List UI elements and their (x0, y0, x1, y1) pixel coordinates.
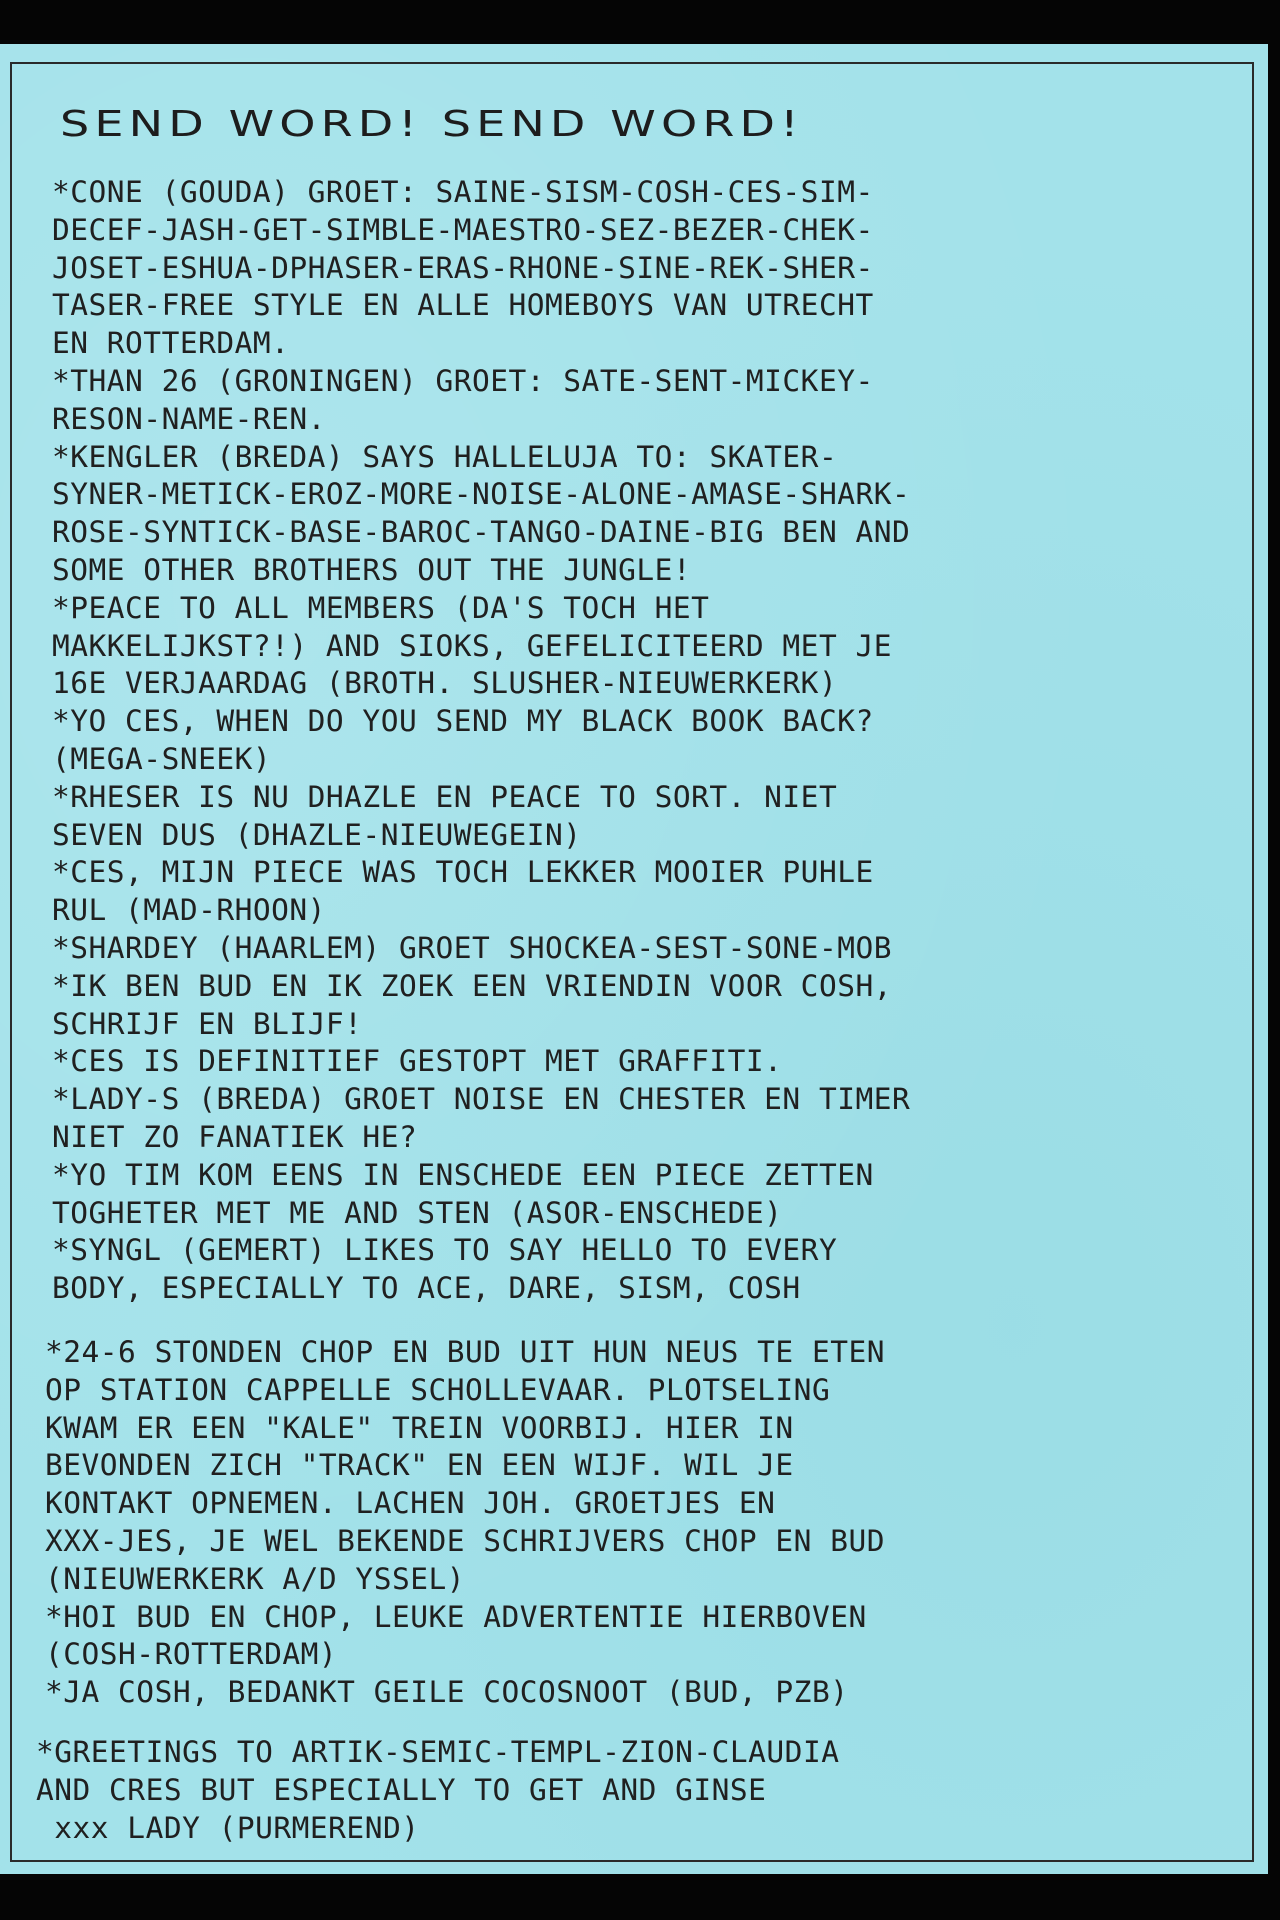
page-title: SEND WORD! SEND WORD! (60, 104, 804, 145)
text-line: *JA COSH, BEDANKT GEILE COCOSNOOT (BUD, PZB) (45, 1675, 849, 1710)
text-line: RUL (MAD-RHOON) (52, 893, 326, 928)
text-line: *PEACE TO ALL MEMBERS (DA'S TOCH HET (52, 590, 710, 625)
text-line: *CES IS DEFINITIEF GESTOPT MET GRAFFITI. (52, 1044, 783, 1079)
text-line: SYNER-METICK-EROZ-MORE-NOISE-ALONE-AMASE-SHARK- (52, 477, 911, 512)
text-line: (NIEUWERKERK A/D YSSEL) (45, 1561, 465, 1596)
text-line: OP STATION CAPPELLE SCHOLLEVAAR. PLOTSELING (45, 1372, 831, 1407)
zine-page (0, 44, 1268, 1874)
text-line: AND CRES BUT ESPECIALLY TO GET AND GINSE (36, 1772, 767, 1807)
text-line: MAKKELIJKST?!) AND SIOKS, GEFELICITEERD MET JE (52, 628, 892, 663)
text-line: SEVEN DUS (DHAZLE-NIEUWEGEIN) (52, 817, 582, 852)
text-line: BEVONDEN ZICH "TRACK" EN EEN WIJF. WIL JE (45, 1448, 794, 1483)
text-line: KWAM ER EEN "KALE" TREIN VOORBIJ. HIER IN (45, 1410, 794, 1445)
greetings-block-3 (36, 1734, 839, 1847)
text-line: SOME OTHER BROTHERS OUT THE JUNGLE! (52, 552, 692, 587)
text-line: NIET ZO FANATIEK HE? (52, 1119, 418, 1154)
text-line: *24-6 STONDEN CHOP EN BUD UIT HUN NEUS TE ETEN (45, 1335, 885, 1369)
text-line: *THAN 26 (GRONINGEN) GROET: SATE-SENT-MICKEY- (52, 363, 874, 398)
greetings-block-2 (45, 1334, 885, 1712)
text-line: DECEF-JASH-GET-SIMBLE-MAESTRO-SEZ-BEZER-CHEK- (52, 212, 874, 247)
greetings-block-1 (52, 174, 910, 1308)
text-line: 16E VERJAARDAG (BROTH. SLUSHER-NIEUWERKERK) (52, 666, 838, 701)
text-line: *KENGLER (BREDA) SAYS HALLELUJA TO: SKATER- (52, 439, 838, 474)
text-line: *GREETINGS TO ARTIK-SEMIC-TEMPL-ZION-CLAUDIA (36, 1735, 840, 1769)
text-line: TASER-FREE STYLE EN ALLE HOMEBOYS VAN UTRECHT (52, 288, 874, 323)
text-line: XXX-JES, JE WEL BEKENDE SCHRIJVERS CHOP EN BUD (45, 1523, 885, 1558)
text-line: JOSET-ESHUA-DPHASER-ERAS-RHONE-SINE-REK-SHER- (52, 250, 874, 285)
text-line: *HOI BUD EN CHOP, LEUKE ADVERTENTIE HIERBOVEN (45, 1599, 867, 1634)
text-line: *CONE (GOUDA) GROET: SAINE-SISM-COSH-CES-SIM- (52, 175, 874, 209)
text-line: *YO TIM KOM EENS IN ENSCHEDE EEN PIECE ZETTEN (52, 1157, 874, 1192)
text-line: SCHRIJF EN BLIJF! (52, 1006, 363, 1041)
text-line: xxx LADY (PURMEREND) (36, 1810, 420, 1845)
text-line: TOGHETER MET ME AND STEN (ASOR-ENSCHEDE) (52, 1195, 783, 1230)
text-line: *CES, MIJN PIECE WAS TOCH LEKKER MOOIER PUHLE (52, 855, 874, 890)
text-line: RESON-NAME-REN. (52, 401, 326, 436)
text-line: EN ROTTERDAM. (52, 326, 290, 361)
text-line: *SYNGL (GEMERT) LIKES TO SAY HELLO TO EVERY (52, 1233, 838, 1268)
text-line: *SHARDEY (HAARLEM) GROET SHOCKEA-SEST-SONE-MOB (52, 930, 892, 965)
text-line: ROSE-SYNTICK-BASE-BAROC-TANGO-DAINE-BIG BEN AND (52, 515, 911, 550)
text-line: *YO CES, WHEN DO YOU SEND MY BLACK BOOK BACK? (52, 704, 874, 739)
text-line: KONTAKT OPNEMEN. LACHEN JOH. GROETJES EN (45, 1486, 776, 1521)
text-line: (MEGA-SNEEK) (52, 741, 272, 776)
text-line: *LADY-S (BREDA) GROET NOISE EN CHESTER EN TIMER (52, 1082, 911, 1117)
text-line: *RHESER IS NU DHAZLE EN PEACE TO SORT. NIET (52, 779, 838, 814)
text-line: (COSH-ROTTERDAM) (45, 1637, 338, 1672)
text-line: *IK BEN BUD EN IK ZOEK EEN VRIENDIN VOOR COSH, (52, 968, 892, 1003)
text-line: BODY, ESPECIALLY TO ACE, DARE, SISM, COSH (52, 1271, 801, 1306)
